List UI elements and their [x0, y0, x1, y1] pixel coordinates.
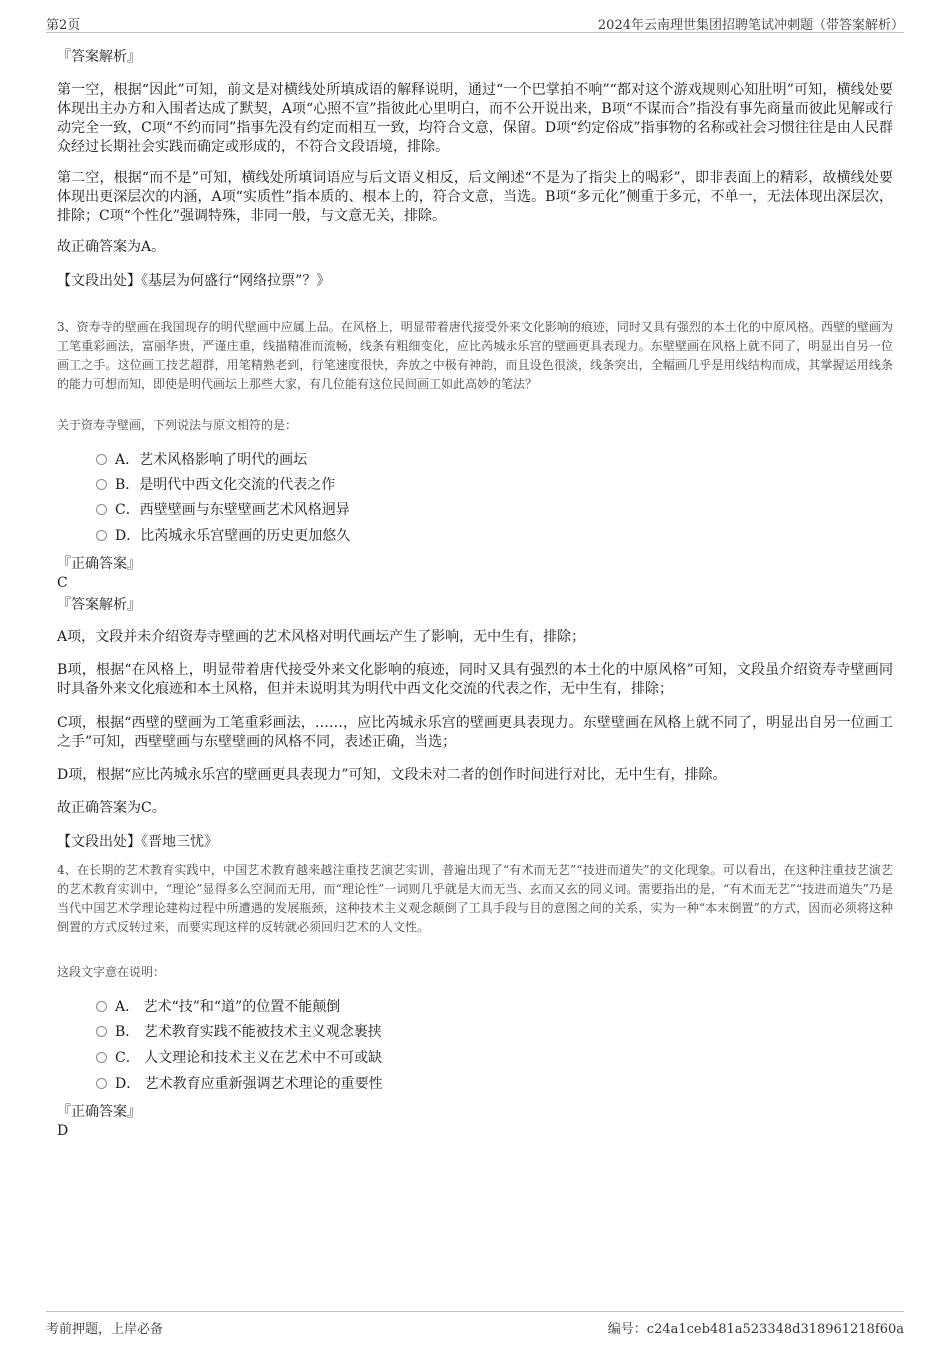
q3-analysis-a: A项，文段并未介绍资寿寺壁画的艺术风格对明代画坛产生了影响，无中生有，排除； [57, 629, 586, 645]
page-number: 第2页 [46, 18, 81, 33]
q2-analysis-label: 『答案解析』 [57, 49, 141, 65]
q3-passage: 3、资寿寺的壁画在我国现存的明代壁画中应属上品。在风格上，明显带着唐代接受外来文化影响的痕迹，同时又具有强烈的本土化的中原风格。西壁的壁画为工笔重彩画法，富丽华贵，严谨庄重，线描精准而流畅，线条有粗细变化，应比芮城永乐宫的壁画更具表现力。东壁壁画在风格上就不同了，明显出自另一位画工之手。这位画工技艺超群，用笔精熟老到，行笔速度很快，奔放之中极有神韵，而且设色很淡，线条突出，全幅画几乎是用线结构而成，其掌握运用线条的能力可想而知，即使是明代画坛上那些大家，有几位能有这位民间画工如此高妙的笔法？ [57, 320, 893, 391]
radio-icon[interactable] [96, 1001, 107, 1012]
q3-analysis-d: D项，根据“应比芮城永乐宫的壁画更具表现力”可知，文段未对二者的创作时间进行对比，无中生有，排除。 [57, 767, 727, 783]
q3-source: 【文段出处】《晋地三忧》 [57, 834, 218, 850]
q2-analysis-para-1: 第一空，根据“因此”可知，前文是对横线处所填成语的解释说明，通过“一个巴掌拍不响”“都对这个游戏规则心知肚明”可知，横线处要体现出主办方和入围者达成了默契，A项“心照不宣”指彼此心里明白，而不公开说出来，B项“不谋而合”指没有事先商量而彼此见解或行动完全一致，C项“不约而同”指事先没有约定而相互一致，均符合文意，保留。D项“约定俗成”指事物的名称或社会习惯往往是由人民群众经过长期社会实践而确定或形成的，不符合文段语境，排除。 [57, 82, 893, 155]
q2-conclusion: 故正确答案为A。 [57, 239, 166, 255]
q3-analysis-c: C项，根据“西壁的壁画为工笔重彩画法，……，应比芮城永乐宫的壁画更具表现力。东壁壁画在风格上就不同了，明显出自另一位画工之手”可知，西壁壁画与东壁壁画的风格不同，表述正确，当选； [57, 715, 893, 750]
footer-slogan: 考前押题，上岸必备 [46, 1322, 164, 1337]
q3-analysis-label: 『答案解析』 [57, 597, 141, 613]
option-label: C．西壁壁画与东壁壁画艺术风格迥异 [115, 502, 350, 518]
q4-option-d[interactable] [96, 1074, 383, 1094]
option-label: B． 艺术教育实践不能被技术主义观念裹挟 [115, 1024, 382, 1040]
option-label: B．是明代中西文化交流的代表之作 [115, 477, 336, 493]
q3-option-a[interactable] [96, 450, 307, 470]
q4-answer-label: 『正确答案』 [57, 1104, 141, 1120]
q3-answer: C [57, 575, 68, 591]
q3-option-c[interactable] [96, 500, 350, 520]
q4-option-b[interactable] [96, 1022, 382, 1042]
page-footer [46, 1311, 904, 1336]
q4-answer: D [57, 1123, 69, 1139]
q3-conclusion: 故正确答案为C。 [57, 800, 166, 816]
q4-option-c[interactable] [96, 1048, 382, 1068]
q2-source: 【文段出处】《基层为何盛行“网络拉票”？》 [57, 273, 331, 289]
page-header [46, 10, 904, 33]
radio-icon[interactable] [96, 1026, 107, 1037]
radio-icon[interactable] [96, 504, 107, 515]
radio-icon[interactable] [96, 479, 107, 490]
option-label: A． 艺术“技”和“道”的位置不能颠倒 [115, 999, 341, 1015]
radio-icon[interactable] [96, 530, 107, 541]
option-label: C． 人文理论和技术主义在艺术中不可或缺 [115, 1050, 383, 1066]
radio-icon[interactable] [96, 454, 107, 465]
q4-stem: 这段文字意在说明： [57, 965, 166, 979]
q3-option-b[interactable] [96, 475, 335, 495]
radio-icon[interactable] [96, 1052, 107, 1063]
q2-analysis-para-2: 第二空，根据“而不是”可知，横线处所填词语应与后文语义相反，后文阐述“不是为了指尖上的喝彩”，即非表面上的精彩，故横线处要体现出更深层次的内涵，A项“实质性”指本质的、根本上的，符合文意，当选。B项“多元化”侧重于多元，不单一，无法体现出深层次，排除；C项“个性化”强调特殊，非同一般，与文意无关，排除。 [57, 170, 893, 224]
q3-option-d[interactable] [96, 526, 350, 546]
document-title: 2024年云南理世集团招聘笔试冲刺题（带答案解析） [597, 18, 904, 33]
q3-stem: 关于资寿寺壁画，下列说法与原文相符的是： [57, 418, 298, 432]
option-label: D．比芮城永乐宫壁画的历史更加悠久 [115, 528, 351, 544]
document-code: 编号：c24a1ceb481a523348d318961218f60a [607, 1322, 904, 1337]
option-label: D． 艺术教育应重新强调艺术理论的重要性 [115, 1076, 383, 1092]
q3-analysis-b: B项，根据“在风格上，明显带着唐代接受外来文化影响的痕迹，同时又具有强烈的本土化的中原风格”可知，文段虽介绍资寿寺壁画同时具备外来文化痕迹和本土风格，但并未说明其为明代中西文化交流的代表之作，无中生有，排除； [57, 662, 893, 697]
radio-icon[interactable] [96, 1078, 107, 1089]
q4-option-a[interactable] [96, 997, 340, 1017]
q3-answer-label: 『正确答案』 [57, 556, 141, 572]
option-label: A．艺术风格影响了明代的画坛 [115, 452, 308, 468]
q4-passage: 4、在长期的艺术教育实践中，中国艺术教育越来越注重技艺演艺实训，普遍出现了“有术而无艺”“技进而道失”的文化现象。可以看出，在这种注重技艺演艺的艺术教育实训中，“理论”显得多么空洞而无用，而“理论性”一词则几乎就是大而无当、玄而又玄的同义词。需要指出的是，“有术而无艺”“技进而道失”乃是当代中国艺术学理论建构过程中所遭遇的发展瓶颈，这种技术主义观念颠倒了工具手段与目的意图之间的关系，实为一种“本末倒置”的方式，因而必须将这种倒置的方式反转过来，而要实现这样的反转就必须回归艺术的人文性。 [57, 863, 893, 934]
